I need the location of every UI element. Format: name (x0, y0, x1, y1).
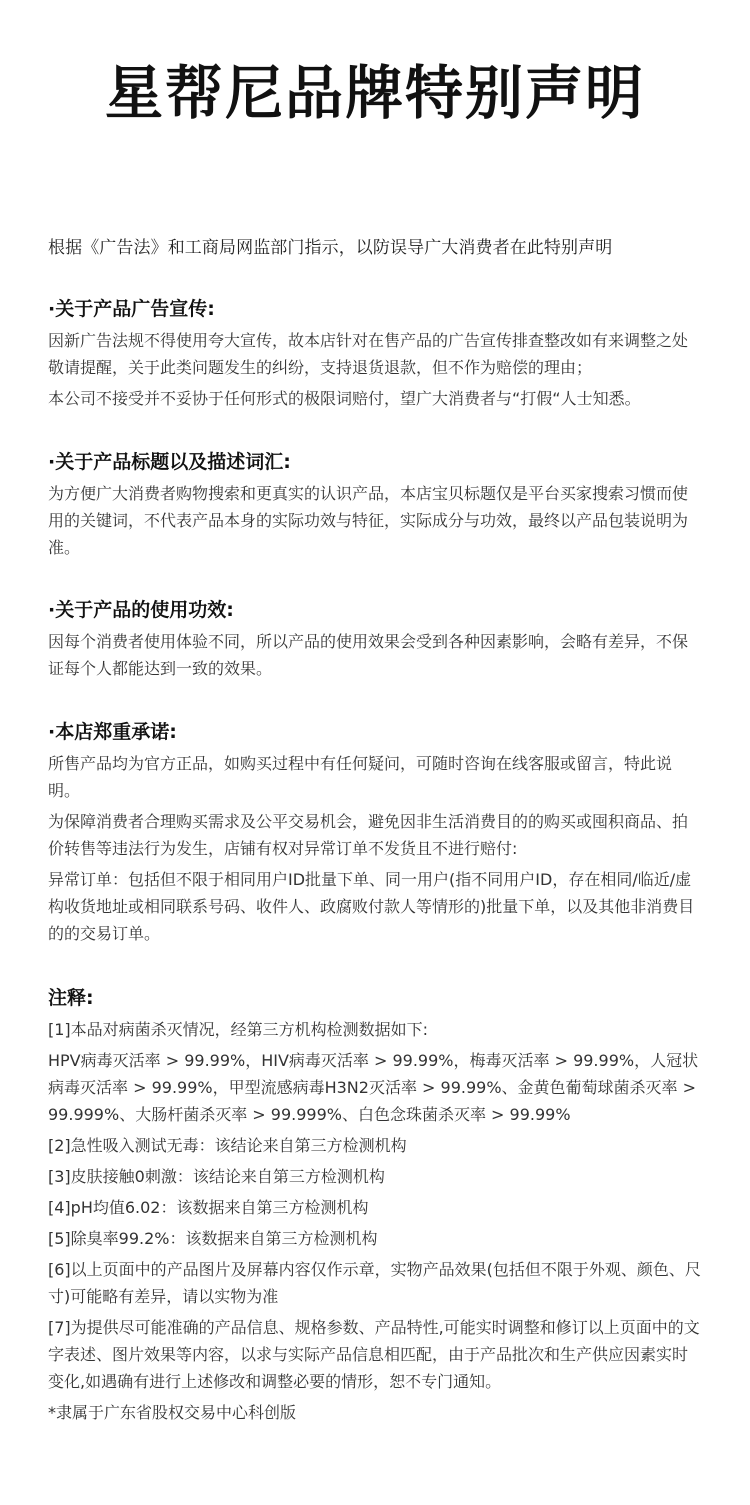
section-paragraph: 异常订单：包括但不限于相同用户ID批量下单、同一用户(指不同用户ID，存在相同/临近/虚构收货地址或相同联系号码、收件人、政腐败付款人等情形的)批量下单，以及其他非消费目的的交易订单。 (48, 870, 695, 943)
note-item: [7]为提供尽可能准确的产品信息、规格参数、产品特性,可能实时调整和修订以上页面中的文字表述、图片效果等内容，以求与实际产品信息相匹配，由于产品批次和生产供应因素实时变化,如遇确有进行上述修改和调整必要的情形，恕不专门通知。 (48, 1318, 700, 1391)
section-paragraph: 为方便广大消费者购物搜索和更真实的认识产品，本店宝贝标题仅是平台买家搜索习惯而使用的关键词，不代表产品本身的实际功效与特征，实际成分与功效，最终以产品包装说明为准。 (48, 484, 689, 557)
section-paragraph: 所售产品均为官方正品，如购买过程中有任何疑问，可随时咨询在线客服或留言，特此说明。 (48, 754, 673, 800)
note-item: [5]除臭率99.2%：该数据来自第三方检测机构 (48, 1229, 378, 1248)
section-paragraph: 因每个消费者使用体验不同，所以产品的使用效果会受到各种因素影响，会略有差异，不保证每个人都能达到一致的效果。 (48, 632, 689, 678)
intro-text: 根据《广告法》和工商局网监部门指示，以防误导广大消费者在此特别声明 (48, 238, 613, 258)
footer-note: *隶属于广东省股权交易中心科创版 (48, 1403, 297, 1422)
section-paragraph: 本公司不接受并不妥协于任何形式的极限词赔付，望广大消费者与“打假“人士知悉。 (48, 389, 641, 408)
notes-heading: 注释: (48, 987, 94, 1009)
section-title-description (48, 448, 702, 561)
page-title: 星帮尼品牌特别声明 (104, 59, 645, 127)
note-item: [1]本品对病菌杀灭情况，经第三方机构检测数据如下: (48, 1020, 429, 1039)
notes-section (48, 984, 702, 1426)
section-paragraph: 因新广告法规不得使用夸大宣传，故本店针对在售产品的广告宣传排查整改如有来调整之处敬请提醒，关于此类问题发生的纠纷，支持退货退款，但不作为赔偿的理由； (48, 331, 689, 377)
note-item: [2]急性吸入测试无毒：该结论来自第三方检测机构 (48, 1136, 407, 1155)
note-item: [4]pH均值6.02：该数据来自第三方检测机构 (48, 1198, 369, 1217)
section-heading: ·关于产品广告宣传: (48, 298, 215, 320)
section-heading: ·本店郑重承诺: (48, 721, 177, 743)
section-advertising (48, 295, 702, 412)
section-paragraph: 为保障消费者合理购买需求及公平交易机会，避免因非生活消费目的的购买或囤积商品、拍价转售等违法行为发生，店铺有权对异常订单不发货且不进行赔付: (48, 812, 689, 858)
section-efficacy (48, 596, 702, 682)
section-heading: ·关于产品标题以及描述词汇: (48, 451, 291, 473)
note-item: [3]皮肤接触0刺激：该结论来自第三方检测机构 (48, 1167, 385, 1186)
section-commitment (48, 718, 702, 947)
statement-document (48, 0, 702, 1426)
section-heading: ·关于产品的使用功效: (48, 599, 234, 621)
note-item: HPV病毒灭活率 > 99.99%，HIV病毒灭活率 > 99.99%，梅毒灭活率 > 99.99%，人冠状病毒灭活率 > 99.99%，甲型流感病毒H3N2灭活率 > 99.99%、金黄色葡萄球菌杀灭率 > 99.999%、大肠杆菌杀灭率 > 99.999%、白色念珠菌杀灭率 > 99.99% (48, 1051, 699, 1124)
note-item: [6]以上页面中的产品图片及屏幕内容仅作示章，实物产品效果(包括但不限于外观、颜色、尺寸)可能略有差异，请以实物为准 (48, 1260, 701, 1306)
